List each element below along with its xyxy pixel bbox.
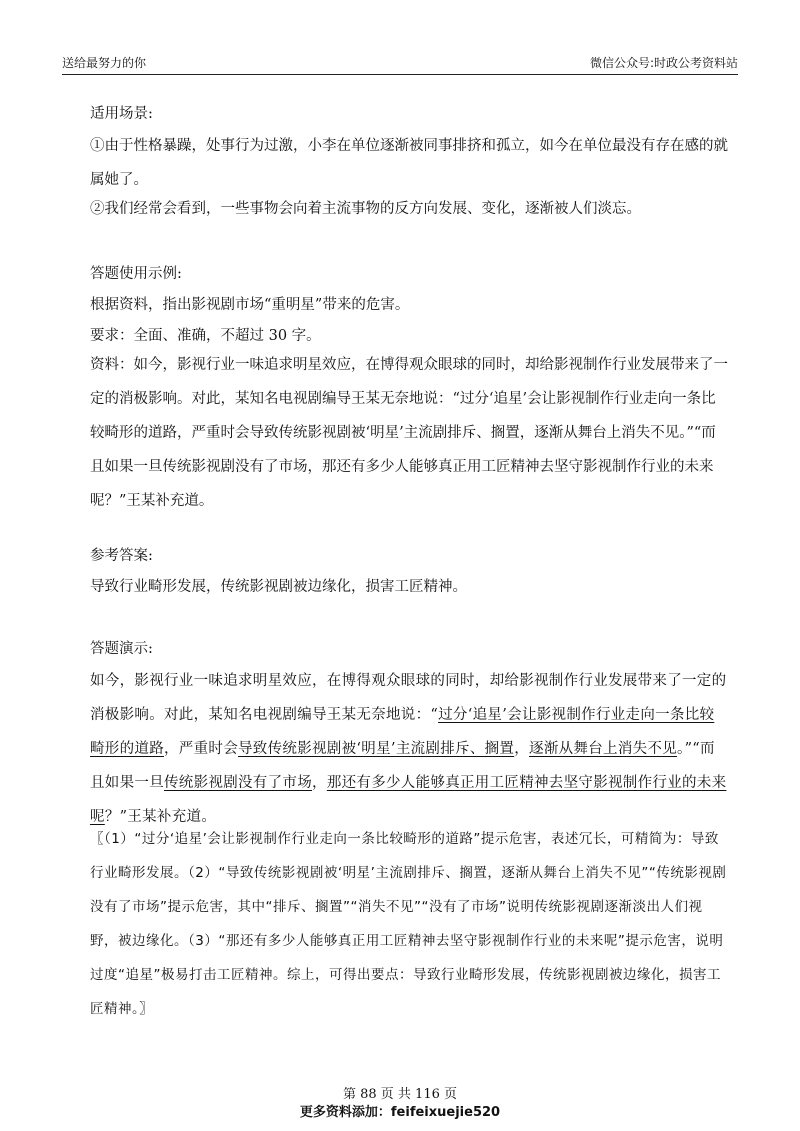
example-question: 根据资料，指出影视剧市场“重明星”带来的危害。: [90, 297, 410, 313]
header-slogan: 送给最努力的你: [62, 56, 147, 70]
demo-underlined-segment: 那还有多少人能够真正用工匠精神去坚守影视制作行业的未来呢: [90, 775, 727, 825]
demo-underlined-segment: 传统影视剧没有了市场: [164, 775, 312, 791]
demo-segment: ？”王某补充道。: [104, 809, 217, 825]
scenario-item-2: ②我们经常会看到，一些事物会向着主流事物的反方向发展、变化，逐渐被人们淡忘。: [90, 201, 641, 217]
demo-segment: ，严重时会: [164, 741, 238, 757]
contact-info: 更多资料添加：feifeixuejie520: [299, 1105, 501, 1120]
header-wechat-account: 微信公众号:时政公考资料站: [589, 56, 738, 70]
demo-segment: ，: [312, 775, 327, 791]
example-material: 资料：如今，影视行业一味追求明星效应，在博得观众眼球的同时，却给影视制作行业发展带来了一定的消极影响。对此，某知名电视剧编导王某无奈地说：“过分‘追星’会让影视制作行业走向一条比较畸形的道路，严重时会导致传统影视剧被‘明星’主流剧排斥、搁置，逐渐从舞台上消失不见。”“而且如果一旦传统影视剧没有了市场，那还有多少人能够真正用工匠精神去坚守影视制作行业的未来呢？”王某补充道。: [90, 357, 728, 509]
demo-underlined-segment: 过分‘追星’会让影视制作行业走向一条比较畸形的道路: [90, 707, 715, 757]
scenario-item-1: ①由于性格暴躁，处事行为过激，小李在单位逐渐被同事排挤和孤立，如今在单位最没有存在感的就属她了。: [90, 138, 728, 188]
example-heading: 答题使用示例:: [90, 266, 182, 282]
demo-segment: ，: [514, 741, 530, 757]
demo-paragraph: [90, 664, 728, 834]
demo-underlined-segment: 导致传统影视剧被‘明星’主流剧排斥、搁置: [238, 741, 515, 757]
reference-answer: 导致行业畸形发展，传统影视剧被边缘化，损害工匠精神。: [90, 579, 467, 595]
demo-heading: 答题演示:: [90, 641, 153, 657]
demo-segment: 如今，影视行业一味追求明星效应，在博得观众眼球的同时，却给影视制作行业发展带来了一定的消极影响。对此，某知名电视剧编导王某无奈地说：“: [90, 673, 727, 723]
demo-segment: 。”“而且如果一旦: [90, 741, 715, 791]
page-number: 第 88 页 共 116 页: [342, 1087, 458, 1102]
page-header: [62, 52, 738, 75]
example-requirement: 要求：全面、准确，不超过 30 字。: [90, 328, 321, 344]
analysis-note: 〖（1）“过分‘追星’会让影视制作行业走向一条比较畸形的道路”提示危害，表述冗长，可精简为：导致行业畸形发展。（2）“导致传统影视剧被‘明星’主流剧排斥、搁置，逐渐从舞台上消失不见”“传统影视剧没有了市场”提示危害，其中“排斥、搁置”“消失不见”“没有了市场”说明传统影视剧逐渐淡出人们视野，被边缘化。（3）“那还有多少人能够真正用工匠精神去坚守影视制作行业的未来呢”提示危害，说明过度“追星”极易打击工匠精神。综上，可得出要点：导致行业畸形发展，传统影视剧被边缘化，损害工匠精神。〗: [90, 831, 727, 1017]
scenario-heading: 适用场景:: [90, 106, 153, 122]
reference-heading: 参考答案:: [90, 548, 153, 564]
demo-underlined-segment: 逐渐从舞台上消失不见: [529, 741, 678, 757]
